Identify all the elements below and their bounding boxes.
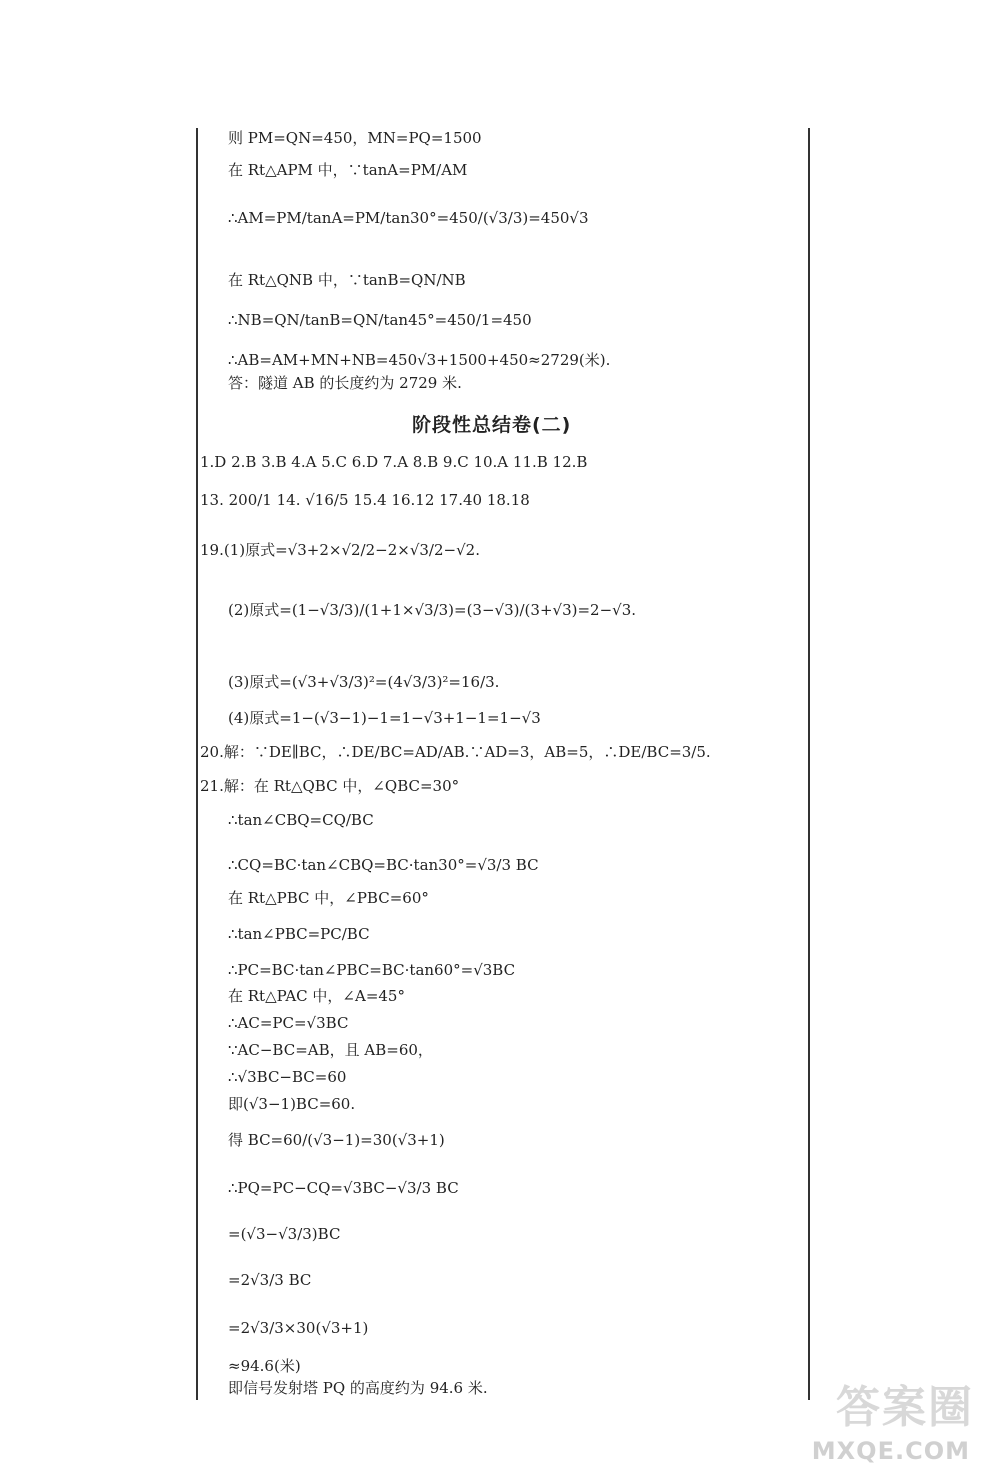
top-line-3: ∴AM=PM/tanA=PM/tan30°=450/(√3/3)=450√3	[228, 209, 589, 227]
q19-part3: (3)原式=(√3+√3/3)²=(4√3/3)²=16/3.	[228, 673, 500, 691]
section-title: 阶段性总结卷(二)	[412, 414, 572, 436]
q19-part1: 19.(1)原式=√3+2×√2/2−2×√3/2−√2.	[200, 541, 480, 559]
q21-line-8: ∴AC=PC=√3BC	[228, 1014, 349, 1032]
q21-line-9: ∵AC−BC=AB，且 AB=60，	[228, 1041, 433, 1059]
top-line-5: ∴NB=QN/tanB=QN/tan45°=450/1=450	[228, 311, 532, 329]
left-margin-rule	[196, 128, 198, 1400]
q19-part4: (4)原式=1−(√3−1)−1=1−√3+1−1=1−√3	[228, 709, 541, 727]
top-line-7: 答：隧道 AB 的长度约为 2729 米.	[228, 374, 462, 392]
q21-line-7: 在 Rt△PAC 中，∠A=45°	[228, 987, 405, 1005]
right-margin-rule	[808, 128, 810, 1400]
watermark-logo: 答案圈	[836, 1382, 974, 1433]
q20-solution: 20.解：∵DE∥BC，∴DE/BC=AD/AB.∵AD=3，AB=5，∴DE/BC=3/5.	[200, 743, 711, 761]
q21-line-6: ∴PC=BC·tan∠PBC=BC·tan60°=√3BC	[228, 961, 516, 979]
q21-line-13: ∴PQ=PC−CQ=√3BC−√3/3 BC	[228, 1179, 459, 1197]
top-line-1: 则 PM=QN=450，MN=PQ=1500	[228, 129, 482, 147]
q19-part2: (2)原式=(1−√3/3)/(1+1×√3/3)=(3−√3)/(3+√3)=2−√3.	[228, 601, 637, 619]
top-line-6: ∴AB=AM+MN+NB=450√3+1500+450≈2729(米).	[228, 351, 611, 369]
q21-line-4: 在 Rt△PBC 中，∠PBC=60°	[228, 889, 429, 907]
mc-answers: 1.D 2.B 3.B 4.A 5.C 6.D 7.A 8.B 9.C 10.A 11.B 12.B	[200, 453, 588, 471]
q21-line-16: =2√3/3×30(√3+1)	[228, 1319, 369, 1337]
q21-line-10: ∴√3BC−BC=60	[228, 1068, 347, 1086]
q21-line-2: ∴tan∠CBQ=CQ/BC	[228, 811, 374, 829]
q21-line-15: =2√3/3 BC	[228, 1271, 312, 1289]
top-line-2: 在 Rt△APM 中，∵tanA=PM/AM	[228, 161, 468, 179]
q21-line-17: ≈94.6(米)	[228, 1357, 301, 1375]
watermark-site: MXQE.COM	[811, 1437, 970, 1465]
fill-answers: 13. 200/1 14. √16/5 15.4 16.12 17.40 18.18	[200, 491, 530, 509]
q21-line-14: =(√3−√3/3)BC	[228, 1225, 341, 1243]
q21-line-18: 即信号发射塔 PQ 的高度约为 94.6 米.	[228, 1379, 488, 1397]
q21-line-3: ∴CQ=BC·tan∠CBQ=BC·tan30°=√3/3 BC	[228, 856, 539, 874]
top-line-4: 在 Rt△QNB 中，∵tanB=QN/NB	[228, 271, 466, 289]
q21-line-1: 21.解：在 Rt△QBC 中，∠QBC=30°	[200, 777, 460, 795]
q21-line-5: ∴tan∠PBC=PC/BC	[228, 925, 370, 943]
q21-line-12: 得 BC=60/(√3−1)=30(√3+1)	[228, 1131, 445, 1149]
q21-line-11: 即(√3−1)BC=60.	[228, 1095, 356, 1113]
